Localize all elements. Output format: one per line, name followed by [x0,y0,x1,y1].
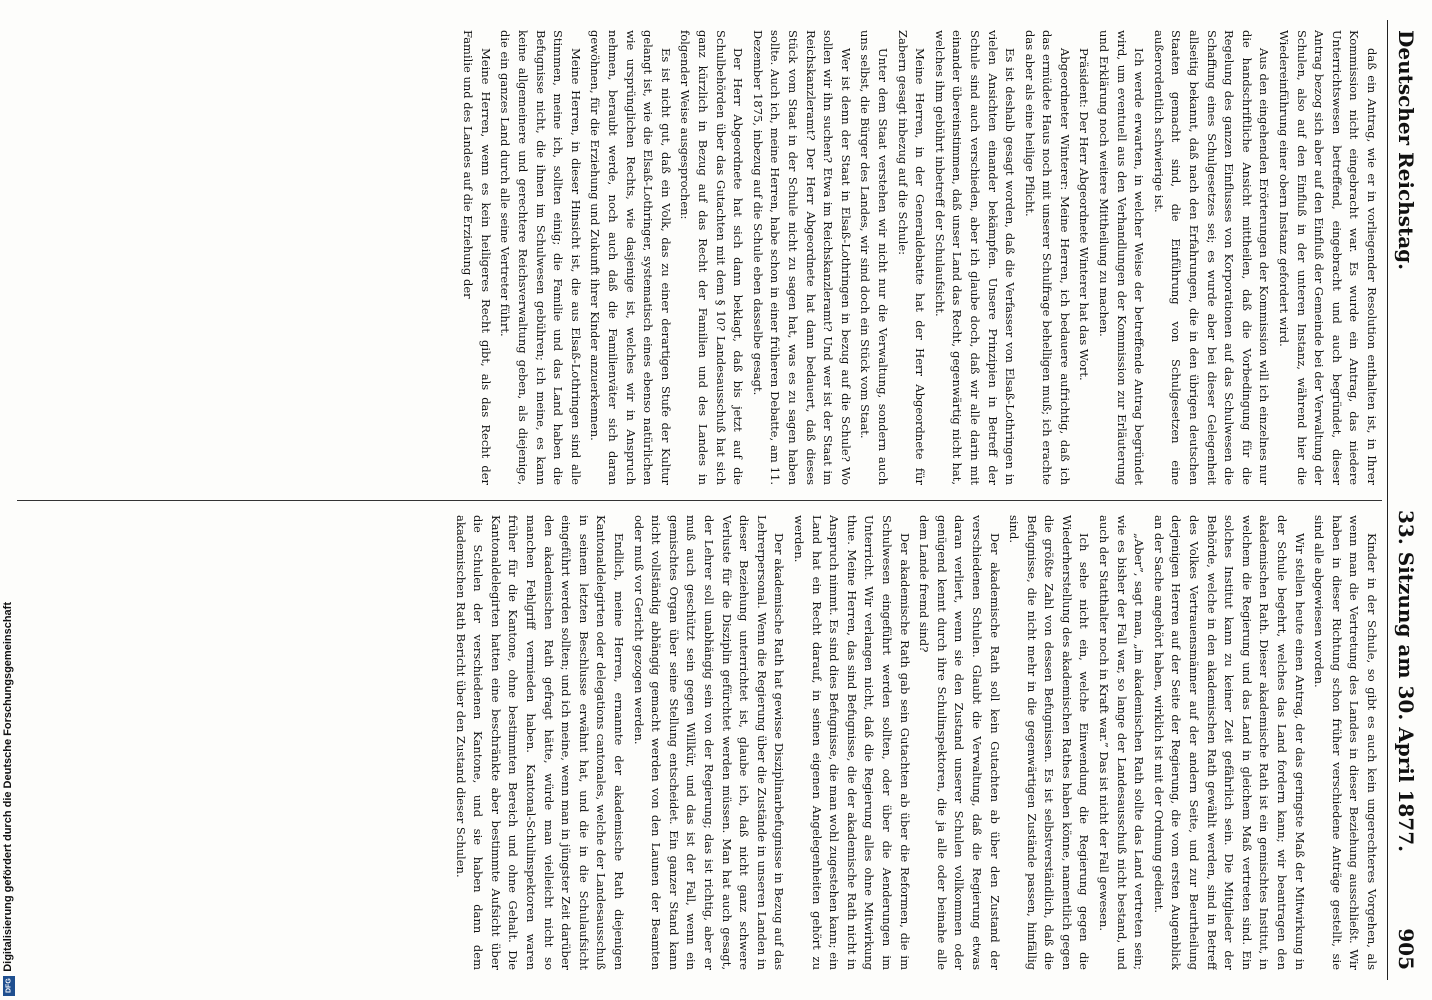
paragraph: Aus den eingehenden Erörterungen der Kommission will ich einzelnes nur die handschriftliche Ansicht mittheilen, daß die Vorbedingung für die Regelung des ganzen Einflusses von Korporationen auf das Schulwesen die Schaffung eines Schulgesetzes sei; es wurde aber bei dieser Gelegenheit allseitig bekannt, daß nach den Erfahrungen, die in den übrigen deutschen Staaten gemacht sind, die Einführung von Schulgesetzen eine außerordentlich schwierige ist. [1151,30,1272,485]
page-number: 905 [1394,928,1418,970]
paragraph: Der akademische Rath gab sein Gutachten ab über die Reformen, die im Schulwesen eingeführt werden sollten, oder über die Aenderungen im Unterricht. Wir verlangen nicht, daß die Regierung alles ohne Mitwirkung thue. Meine Herren, das sind Befugnisse, die der akademische Rath nicht in Anspruch nimmt. Es sind dies Befugnisse, die man wohl zugestehen kann; ein Land hat ein Recht darauf, in seinen eigenen Angelegenheiten gehört zu werden. [792,515,912,970]
paragraph: Meine Herren, wenn es kein heiligeres Recht gibt, als das Recht der Familie und des Landes auf die Erziehung der [461,30,493,485]
dfg-logo: DFG [3,976,15,996]
paragraph: „Aber”, sagt man, „im akademischen Rath sollte das Land vertreten sein; wie es bisher der Fall war, so lange der Landesausschuß nicht bestand, und auch der Statthalter noch in Kraft war.” Das ist nicht der Fall gewesen. [1097,515,1147,970]
paragraph: Es ist deshalb gesagt worden, daß die Verfasser von Elsaß-Lothringen in vielen Ansichten einander bekämpfen. Unsere Prinzipien in Betreff der Schule sind auch verschieden, aber ich glaube doch, daß wir alle darin mit einander übereinstimmen, daß unser Land das Recht, gegenwärtig nicht hat, welches ihm gebührt inbetreff der Schulaufsicht. [932,30,1018,485]
paragraph: Wer ist denn der Staat in Elsaß-Lothringen in bezug auf die Schule? Wo sollen wir ihn suchen? Etwa im Reichskanzleramt? Und wer ist der Staat im Reichskanzleramt? Der Herr Abgeordnete hat dann bedauert, daß dieses Stück vom Staat in der Schule nicht zu sagen hat, was es zu sagen haben sollte. Auch ich, meine Herren, habe schon in einer früheren Debatte, am 11. Dezember 1875, inbezug auf die Schule eben dasselbe gesagt. [750,30,853,485]
header-rule [1387,20,1388,980]
paragraph: Endlich, meine Herren, ernannte der akademische Rath diejenigen Kantonaldelegirten oder delegations cantonales, welche der Landesausschuß in seinem letzten Beschlusse erwähnt hat, und die in die Schulaufsicht eingeführt werden sollten; und ich meine, wenn man in jüngster Zeit darüber den akademischen Rath gefragt hätte, würde man vielleicht nicht so manchen Fehlgriff vermieden haben. Kantonal-Schulinspektoren waren früher für die Kantone, ohne bestimmten Bereich und ohne Gehalt. Die Kantonaldelegirten hatten eine beschränkte aber bestimmte Aufsicht über die Schulen der verschiedenen Kantone, und sie haben dann dem akademischen Rath Bericht über den Zustand dieser Schulen. [453,515,627,970]
paragraph: Kinder in der Schule, so gibt es auch kein ungerechteres Vorgehen, als wenn man die Vertretung des Landes in dieser Beziehung ausschließt. Wir haben in dieser Richtung schon früher verschiedene Anträge gestellt, sie sind alle abgewiesen worden. [1312,515,1379,970]
running-head [1390,30,1422,970]
credit-text: Digitalisierung gefördert durch die Deutsche Forschungsgemeinschaft [2,602,14,972]
paragraph: Meine Herren, in dieser Hinsicht ist, die aus Elsaß-Lothringen sind alle Stimmen, meine ich, sollten einig; die Familie und das Land haben die Befugnisse nicht, die ihnen im Schulwesen gebühren; ich meine, es kann keine allgemeinere und gerechtere Reichsverwaltung geben, als diejenige, die ein ganzes Land durch alle seine Vertreter führt. [498,30,583,485]
paragraph: Der Herr Abgeordnete hat sich dann beklagt, daß bis jetzt auf die Schulbehörden über das Gutachten mit dem § 10? Landesausschuß hat sich ganz kürzlich in Bezug auf das Recht der Familien und des Landes in folgender Weise ausgesprochen: [678,30,746,485]
paragraph: Präsident: Der Herr Abgeordnete Winterer hat das Wort. [1077,48,1092,381]
paragraph: Es ist nicht gut, daß ein Volk, das zu einer derartigen Stufe der Kultur gelangt ist, wie die Elsaß-Lothringer, systematisch eines ebenso natürlichen wie ursprünglichen Rechts, wie dasjenige ist, welches wir in Anspruch nehmen, beraubt werde, noch auch daß die Familienväter sich daran gewöhnen, für die Erziehung und Zukunft ihrer Kinder anzuerkennen. [588,30,673,485]
paragraph: Unter dem Staat verstehen wir nicht nur die Verwaltung, sondern auch uns selbst, die Bürger des Landes, wir sind doch ein Stück vom Staat. [858,30,890,485]
column-divider [17,500,1382,501]
paragraph: Abgeordneter Winterer: Meine Herren, ich bedauere aufrichtig, daß ich das ermüdete Haus noch mit unserer Schulfrage behelligen muß; ich erachte das aber als eine heilige Pflicht. [1022,30,1072,485]
journal-title: Deutscher Reichstag. [1394,30,1418,271]
paragraph: Meine Herren, in der Generaldebatte hat der Herr Abgeordnete für Zabern gesagt inbezug auf die Schule: [895,30,928,485]
text-column-right [20,515,1380,970]
paragraph: daß ein Antrag, wie er in vorliegender Resolution enthalten ist, in Ihrer Kommission nicht eingebracht war. Es wurde ein Antrag, das niedere Unterrichtswesen betreffend, eingebracht und auch begründet, dieser Antrag bezog sich aber auf den Einfluß der Gemeinde bei der Verwaltung der Schulen, also auf den Einfluß in der unteren Instanz, während hier die Wiedereinführung einer obern Instanz gefordert wird. [1277,30,1379,485]
paragraph: Der akademische Rath hat gewisse Disziplinarbefugnisse in Bezug auf das Lehrerpersonal. Wenn die Regierung über die Zustände in unseren Landen in dieser Beziehung unterrichtet ist, glaube ich, daß nicht ganz schwere Verluste für die Disziplin gefürchtet werden müssen. Man hat auch gesagt, der Lehrer soll unabhängig sein von der Regierung; das ist richtig, aber er muß auch geschützt sein gegen Willkür, und das ist der Fall, wenn ein gemischtes Organ über seine Stellung entscheidet. Ein ganzer Stand kann nicht vollständig abhängig gemacht werden von den Launen der Beamten oder muß vor Gericht gezogen werden. [631,515,787,970]
paragraph: Ich sehe nicht ein, welche Einwendung die Regierung gegen die Wiederherstellung des akademischen Rathes haben könne, namentlich gegen die größte Zahl von dessen Befugnissen. Es ist selbstverständlich, daß die Befugnisse, die nicht mehr in die gegenwärtigen Zustände passen, hinfällig sind. [1007,515,1092,970]
paragraph: Ich werde erwarten, in welcher Weise der betreffende Antrag begründet wird, um eventuell aus den Verhandlungen der Kommission zur Erläuterung und Erklärung noch weitere Mittheilung zu machen. [1097,30,1147,485]
paragraph: Wir stellen heute einen Antrag, der das geringste Maß der Mitwirkung in der Schule begehrt, welches das Land fordern kann; wir beantragen den akademischen Rath. Dieser akademische Rath ist ein gemischtes Institut, in welchem die Regierung und das Land in gleichem Maß vertreten sind. Ein solches Institut kann zu keiner Zeit gefährlich sein. Die Mitglieder der Behörde, welche in den akademischen Rath gewählt werden, sind in Betreff des Volkes Vertrauensmänner auf der andern Seite, und zur Beurtheilung derjenigen Herren auf der Seite der Regierung, die vom ersten Augenblick an der Sache angehört haben, wirklich ist mit der Ordnung gedient. [1151,515,1307,970]
text-column-left [20,30,1380,485]
session-date: 33. Sitzung am 30. April 1877. [1394,510,1418,853]
paragraph: Der akademische Rath soll kein Gutachten ab über den Zustand der verschiedenen Schulen. Glaubt die Verwaltung, daß die Regierung etwas daran verliert, wenn sie den Zustand unserer Schulen vollkommen oder genügend kennt durch ihre Schulinspektoren, die ja alle oder beinahe alle dem Lande fremd sind? [917,515,1002,970]
